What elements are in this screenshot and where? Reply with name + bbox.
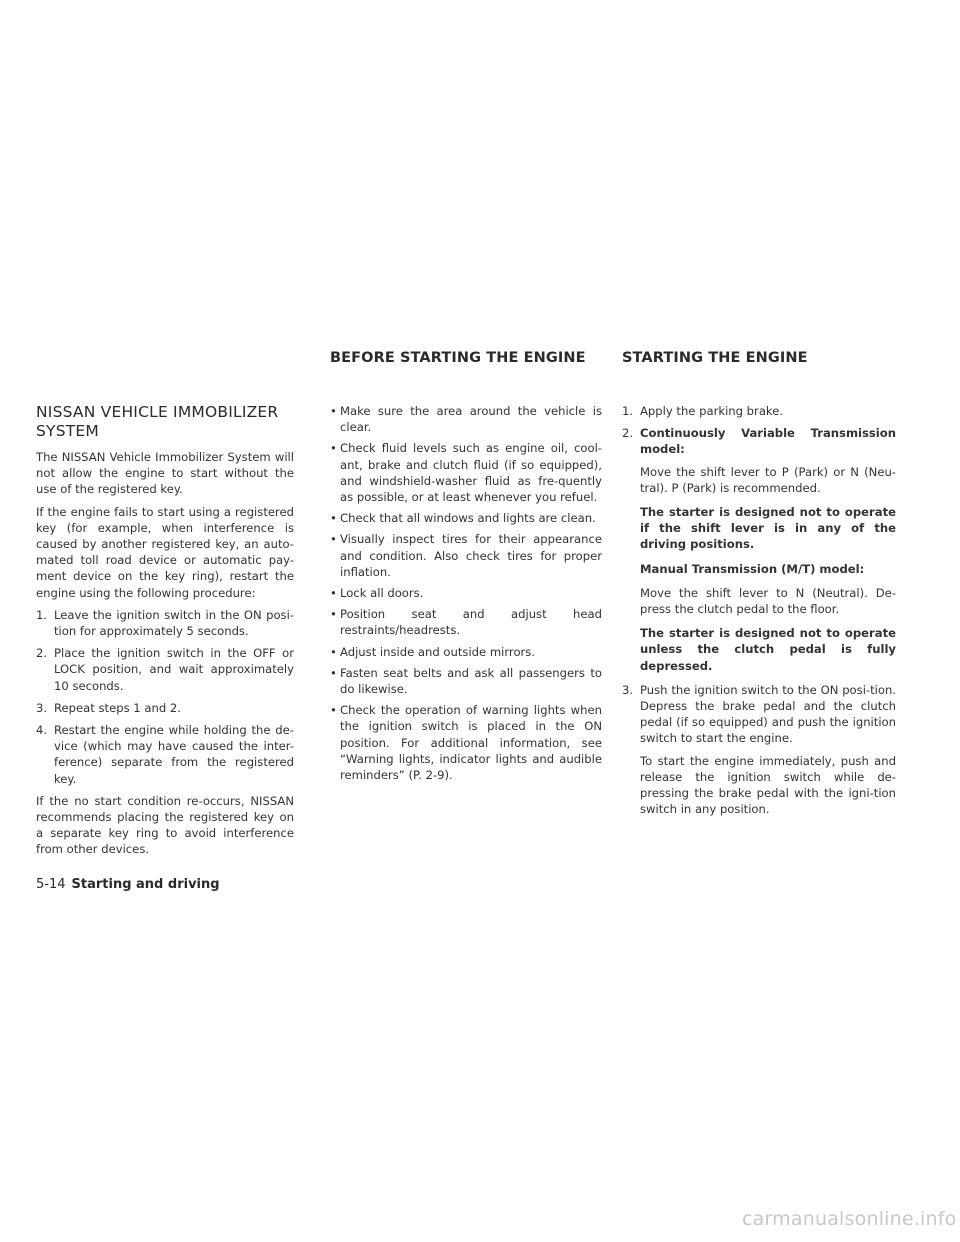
paragraph: If the engine fails to start using a registered key (for example, when interference is caused by another registered key, an auto-mated toll road device or automatic pay-ment device on the key ring), restart the engine using the following procedure: <box>36 504 294 600</box>
bullet-text: Position seat and adjust head restraints/headrests. <box>340 607 602 638</box>
bullet-icon: • <box>330 532 337 547</box>
column-immobilizer <box>36 403 294 864</box>
list-item <box>622 403 896 419</box>
bullet-text: Make sure the area around the vehicle is clear. <box>340 404 602 435</box>
immediate-start-note: To start the engine immediately, push and release the ignition switch while de-pressing the brake pedal with the igni-tion switch in any position. <box>640 753 896 817</box>
paragraph: If the no start condition re-occurs, NISSAN recommends placing the registered key on a separate key ring to avoid interference from other devices. <box>36 793 294 857</box>
list-item <box>330 606 602 638</box>
cvt-heading: Continuously Variable Transmission model: <box>640 426 896 457</box>
bullet-icon: • <box>330 644 337 659</box>
mt-warning: The starter is designed not to operate unless the clutch pedal is fully depressed. <box>640 626 896 673</box>
footer-section-title: Starting and driving <box>71 877 220 892</box>
list-item <box>330 644 602 660</box>
list-item <box>622 425 896 457</box>
step-text: Repeat steps 1 and 2. <box>54 700 181 715</box>
list-item <box>330 510 602 526</box>
mt-heading: Manual Transmission (M/T) model: <box>640 561 865 576</box>
bullet-icon: • <box>330 404 337 418</box>
step-number: 3. <box>622 682 634 697</box>
bullet-text: Visually inspect tires for their appearance and condition. Also check tires for proper inflation. <box>340 532 602 579</box>
bullet-icon: • <box>330 441 337 456</box>
bullet-text: Check that all windows and lights are clean. <box>340 511 596 526</box>
list-item <box>36 722 294 787</box>
list-item <box>330 403 602 435</box>
step-text: Leave the ignition switch in the ON posi-tion for approximately 5 seconds. <box>54 607 294 639</box>
step-text: Push the ignition switch to the ON posi-tion. Depress the brake pedal and the clutch pedal (if so equipped) and push the ignition switch to start the engine. <box>640 682 896 746</box>
bullet-text: Lock all doors. <box>340 586 424 601</box>
list-item <box>622 682 896 747</box>
section-header-starting: STARTING THE ENGINE <box>622 350 808 366</box>
section-header-before-starting: BEFORE STARTING THE ENGINE <box>330 350 586 366</box>
paragraph: The NISSAN Vehicle Immobilizer System will not allow the engine to start without the use of the registered key. <box>36 450 294 497</box>
column-before-starting <box>330 403 602 788</box>
column-starting-engine <box>622 403 896 825</box>
step-number: 2. <box>36 646 48 661</box>
list-item <box>36 607 294 639</box>
list-item <box>330 665 602 697</box>
bullet-text: Check the operation of warning lights when the ignition switch is placed in the ON position. For additional information, see “Warning lights, indicator lights and audible reminders” (P. 2-9). <box>340 703 602 783</box>
step-number: 3. <box>36 700 48 715</box>
bullet-icon: • <box>330 665 337 680</box>
list-item <box>330 531 602 580</box>
page-number: 5-14 <box>36 877 66 892</box>
immobilizer-title: NISSAN VEHICLE IMMOBILIZER SYSTEM <box>36 403 279 440</box>
step-number: 4. <box>36 723 48 738</box>
list-item <box>330 702 602 783</box>
step-text: Restart the engine while holding the de-vice (which may have caused the inter-ference) separate from the registered key. <box>54 723 294 786</box>
watermark: carmanualsonline.info <box>742 1208 957 1230</box>
cvt-warning: The starter is designed not to operate if the shift lever is in any of the driving positions. <box>640 505 896 552</box>
list-item <box>330 585 602 601</box>
list-item <box>36 645 294 694</box>
bullet-text: Fasten seat belts and ask all passengers to do likewise. <box>340 665 602 697</box>
step-number: 1. <box>622 404 634 418</box>
step-number: 1. <box>36 607 48 622</box>
bullet-text: Adjust inside and outside mirrors. <box>340 644 536 659</box>
bullet-icon: • <box>330 607 337 622</box>
step-text: Apply the parking brake. <box>640 404 784 418</box>
page-footer <box>36 877 220 892</box>
list-item <box>330 440 602 505</box>
mt-instruction: Move the shift lever to N (Neutral). De-press the clutch pedal to the floor. <box>640 585 896 617</box>
bullet-text: Check fluid levels such as engine oil, cool-ant, brake and clutch fluid (if so equipped), and windshield-washer fluid as fre-quently as possible, or at least whenever you refuel. <box>340 441 602 505</box>
list-item <box>36 700 294 716</box>
step-number: 2. <box>622 426 634 441</box>
bullet-icon: • <box>330 586 337 601</box>
bullet-icon: • <box>330 511 337 526</box>
cvt-instruction: Move the shift lever to P (Park) or N (Neu-tral). P (Park) is recommended. <box>640 464 896 495</box>
bullet-icon: • <box>330 703 337 718</box>
step-text: Place the ignition switch in the OFF or LOCK position, and wait approximately 10 seconds. <box>54 646 294 693</box>
